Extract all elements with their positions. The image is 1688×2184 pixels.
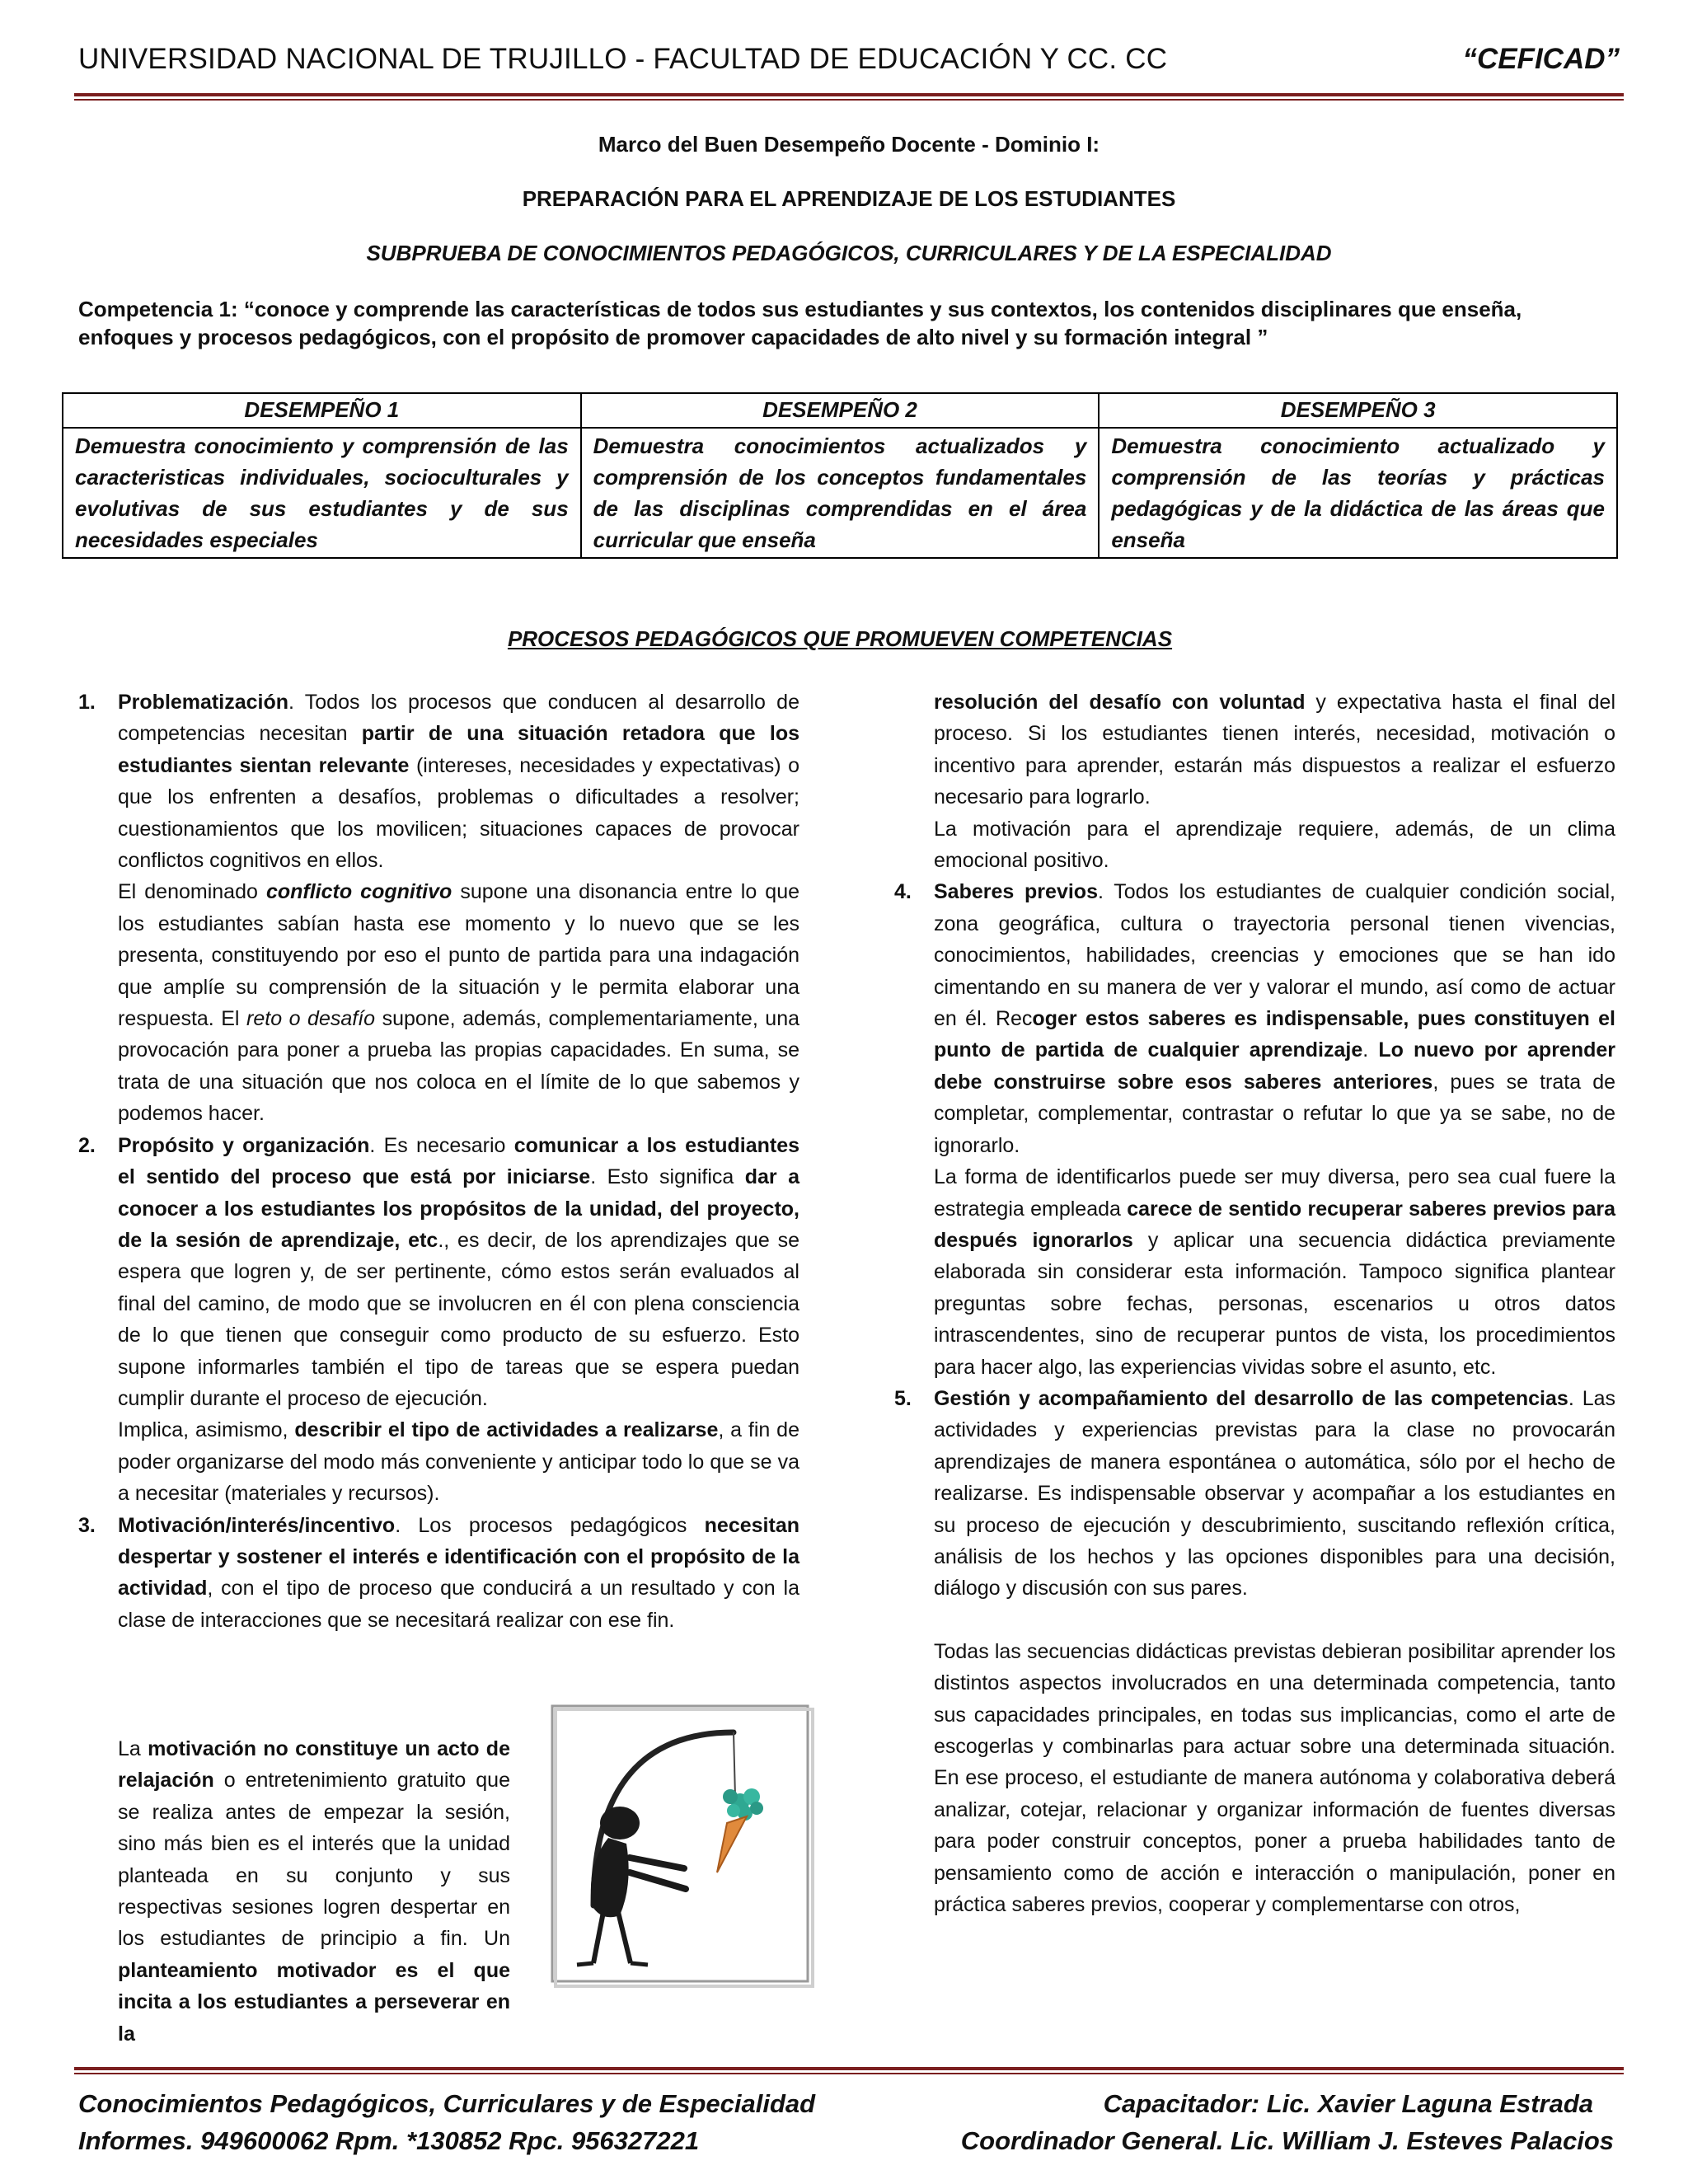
right-column [894,687,1615,1920]
item-motivacion-cont: resolución del desafío con voluntad y expectativa hasta el final del proceso. Si los estudiantes tienen interés, necesidad, motivación o incentivo para aprender, estarán más dispuestos a realizar el esfuerzo necesario para lograrlo. La motivación para el aprendizaje requiere, además, de un clima emocional positivo. [934,691,1616,873]
footer-trainer: Capacitador: Lic. Xavier Laguna Estrada [1103,2089,1593,2118]
title-preparacion: PREPARACIÓN PARA EL APRENDIZAJE DE LOS ESTUDIANTES [522,186,1176,211]
left-column [78,687,799,1636]
item-title: Saberes previos [934,880,1098,904]
item-number: 5. [894,1386,912,1410]
footer-contact: Informes. 949600062 Rpm. *130852 Rpc. 956327221 [78,2126,700,2155]
desempeno-3-text: Demuestra conocimiento actualizado y comprensión de las teorías y prácticas pedagógicas y de la didáctica de las áreas que enseña [1099,428,1617,558]
title-dominio: Marco del Buen Desempeño Docente - Dominio I: [598,132,1100,157]
header-rule-thin [74,99,1624,101]
item-number: 4. [894,880,912,904]
procesos-title: PROCESOS PEDAGÓGICOS QUE PROMUEVEN COMPETENCIAS [507,626,1173,651]
footer-coordinator: Coordinador General. Lic. William J. Esteves Palacios [960,2126,1614,2155]
page-header [78,43,1620,82]
footer-course: Conocimientos Pedagógicos, Curriculares y de Especialidad [78,2089,816,2118]
item-number: 1. [78,691,96,714]
item-problematizacion: 1. Problematización. Todos los procesos que conducen al desarrollo de competencias necesitan partir de una situación retadora que los estudiantes sientan relevante (intereses, necesidades y expectativas) o que los enfrenten a desafíos, problemas o dificultades a resolver; cuestionamientos que los movilicen; situaciones capaces de provocar conflictos cognitivos en ellos. El denominado conflicto cognitivo supone una disonancia entre lo que los estudiantes sabían hasta ese momento y lo nuevo que se les presenta, constituyendo por eso el punto de partida para una indagación que amplíe su comprensión de la situación y le permita elaborar una respuesta. El reto o desafío supone, además, complementariamente, una provocación para poner a prueba las propias capacidades. En suma, se trata de una situación que nos coloca en el límite de lo que sabemos y podemos hacer. [78,687,799,1130]
item-motivacion: 3. Motivación/interés/incentivo. Los procesos pedagógicos necesitan despertar y sostener el interés e identificación con el propósito de la actividad, con el tipo de proceso que conducirá a un resultado y con la clase de interacciones que se necesitará realizar con ese fin. [78,1510,799,1637]
item-title: Propósito y organización [118,1133,370,1157]
item-title: Motivación/interés/incentivo [118,1513,396,1537]
brand-title: “CEFICAD” [1462,43,1620,75]
carrot-stick-illustration [544,1699,816,1990]
item-title: Problematización [118,691,288,714]
desempenos-table [62,392,1618,559]
institution-title: UNIVERSIDAD NACIONAL DE TRUJILLO - FACULTAD DE EDUCACIÓN Y CC. CC [78,43,1168,75]
item-proposito: 2. Propósito y organización. Es necesario comunicar a los estudiantes el sentido del proceso que está por iniciarse. Esto significa dar a conocer a los estudiantes los propósitos de la unidad, del proyecto, de la sesión de aprendizaje, etc., es decir, de los aprendizajes que se espera que logren y, de ser pertinente, cómo estos serán evaluados al final del camino, de modo que se involucren en él con plena consciencia de lo que tienen que conseguir como producto de su esfuerzo. Esto supone informarles también el tipo de tareas que se espera puedan cumplir durante el proceso de ejecución. Implica, asimismo, describir el tipo de actividades a realizarse, a fin de poder organizarse del modo más conveniente y anticipar todo lo que se va a necesitar (materiales y recursos). [78,1130,799,1510]
desempeno-1-title: DESEMPEÑO 1 [63,393,581,428]
competencia-text: Competencia 1: “conoce y comprende las características de todos sus estudiantes y sus contextos, los contenidos disciplinares que enseña, enfoques y procesos pedagógicos, con el propósito de promover capacidades de alto nivel y su formación integral ” [78,297,1522,349]
title-subprueba: SUBPRUEBA DE CONOCIMIENTOS PEDAGÓGICOS, CURRICULARES Y DE LA ESPECIALIDAD [366,241,1332,265]
desempeno-2-text: Demuestra conocimientos actualizados y comprensión de los conceptos fundamentales de las disciplinas comprendidas en el área curricular que enseña [581,428,1100,558]
desempeno-2-title: DESEMPEÑO 2 [581,393,1100,428]
closing-paragraph: Todas las secuencias didácticas previstas debieran posibilitar aprender los distintos aspectos involucrados en una determinada competencia, tanto sus capacidades principales, en todas sus implicancias, como el arte de escogerlas y combinarlas para actuar sobre una determinada situación. En ese proceso, el estudiante de manera autónoma y colaborativa deberá analizar, cotejar, relacionar y organizar información de fuentes diversas para poder construir conceptos, poner a prueba habilidades tanto de pensamiento como de acción e interacción o manipulación, poner en práctica saberes previos, cooperar y complementarse con otros, [934,1639,1615,1917]
footer-rule-thin [74,2073,1624,2074]
item-number: 2. [78,1133,96,1157]
item-gestion: 5. Gestión y acompañamiento del desarrollo de las competencias. Las actividades y experiencias previstas para la clase no provocarán aprendizajes de manera espontánea o automática, sólo por el hecho de realizarse. Es indispensable observar y acompañar a los estudiantes en su proceso de ejecución y descubrimiento, suscitando reflexión crítica, análisis de los hechos y las opciones disponibles para una decisión, diálogo y discusión con sus pares. [894,1383,1615,1605]
item-saberes-previos: 4. Saberes previos. Todos los estudiantes de cualquier condición social, zona geográfica, cultura o trayectoria personal tienen vivencias, conocimientos, habilidades, creencias y emociones que se han ido cimentando en su manera de ver y valorar el mundo, así como de actuar en él. Recoger estos saberes es indispensable, pues constituyen el punto de partida de cualquier aprendizaje. Lo nuevo por aprender debe construirse sobre esos saberes anteriores, pues se trata de completar, complementar, contrastar o refutar lo que ya se sabe, no de ignorarlo. La forma de identificarlos puede ser muy diversa, pero sea cual fuere la estrategia empleada carece de sentido recuperar saberes previos para después ignorarlos y aplicar una secuencia didáctica previamente elaborada sin considerar esta información. Tampoco significa plantear preguntas sobre fechas, personas, escenarios u otros datos intrascendentes, sino de recuperar puntos de vista, los procedimientos para hacer algo, las experiencias vividas sobre el asunto, etc. [894,876,1615,1383]
header-rule [74,93,1624,96]
item-number: 3. [78,1513,96,1537]
motivacion-paragraph: La motivación no constituye un acto de relajación o entretenimiento gratuito que se realiza antes de empezar la sesión, sino más bien es el interés que la unidad planteada en su conjunto y sus respectivas sesiones logren despertar en los estudiantes de principio a fin. Un planteamiento motivador es el que incita a los estudiantes a perseverar en la [118,1737,510,2046]
desempeno-1-text: Demuestra conocimiento y comprensión de las caracteristicas individuales, socioculturales y evolutivas de sus estudiantes y de sus necesidades especiales [63,428,581,558]
item-title: Gestión y acompañamiento del desarrollo de las competencias [934,1386,1568,1410]
footer-rule [74,2067,1624,2070]
desempeno-3-title: DESEMPEÑO 3 [1099,393,1617,428]
